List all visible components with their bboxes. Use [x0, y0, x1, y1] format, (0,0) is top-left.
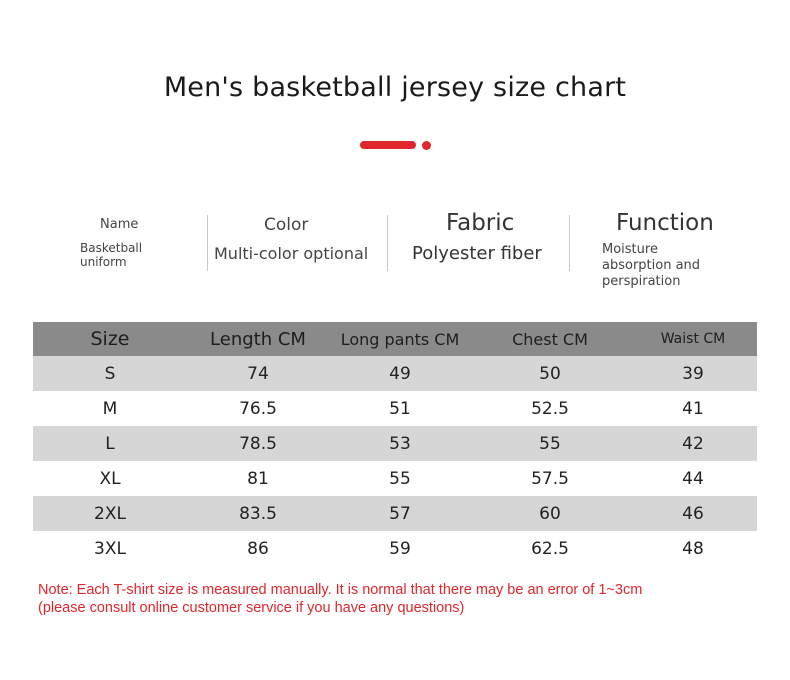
chest-cell: 57.5: [531, 468, 569, 489]
size-cell: L: [33, 426, 187, 461]
note-line-2: (please consult online customer service if you have any questions): [38, 600, 465, 616]
name-value: Basketball uniform: [80, 241, 143, 269]
length-cell: 86: [247, 538, 269, 559]
column-header-size: Size: [33, 322, 187, 356]
waist-cell: 44: [682, 468, 704, 489]
size-cell: M: [102, 398, 118, 419]
size-cell: 2XL: [33, 496, 187, 531]
page-title: Men's basketball jersey size chart: [163, 72, 627, 103]
product-info-row: [0, 205, 790, 305]
title-accent-bar: [360, 141, 416, 149]
measurement-note: [38, 581, 778, 617]
size-cell: 3XL: [94, 538, 126, 559]
table-row: [33, 391, 757, 426]
info-divider: [387, 215, 388, 271]
chest-cell: 55: [471, 426, 629, 461]
column-header-waist: Waist CM: [629, 322, 757, 356]
note-line-1: Note: Each T-shirt size is measured manually. It is normal that there may be an error of 1~3cm: [38, 582, 643, 598]
fabric-value: Polyester fiber: [412, 243, 542, 264]
length-cell: 74: [187, 356, 329, 391]
chest-cell: 62.5: [531, 538, 569, 559]
table-row: [33, 496, 757, 531]
title-accent-dot: [422, 141, 431, 150]
waist-cell: 46: [629, 496, 757, 531]
chest-cell: 52.5: [531, 398, 569, 419]
info-color: [214, 205, 384, 263]
column-header-length: Length CM: [187, 322, 329, 356]
size-chart-table: [33, 322, 757, 566]
table-row: [33, 426, 757, 461]
long-pants-cell: 51: [389, 398, 411, 419]
info-function: [602, 205, 762, 290]
info-name: [80, 205, 190, 269]
info-divider: [207, 215, 208, 271]
size-cell: S: [33, 356, 187, 391]
long-pants-cell: 57: [329, 496, 471, 531]
table-row: [33, 531, 757, 566]
waist-cell: 41: [682, 398, 704, 419]
length-cell: 76.5: [239, 398, 277, 419]
fabric-label: Fabric: [446, 210, 515, 236]
chest-cell: 50: [471, 356, 629, 391]
table-row: [33, 461, 757, 496]
function-value: Moisture absorption and perspiration: [602, 242, 701, 289]
long-pants-cell: 49: [329, 356, 471, 391]
waist-cell: 39: [629, 356, 757, 391]
long-pants-cell: 59: [389, 538, 411, 559]
column-header-long-pants: Long pants CM: [329, 322, 471, 356]
name-label: Name: [100, 217, 139, 232]
length-cell: 78.5: [187, 426, 329, 461]
function-label: Function: [616, 210, 714, 236]
long-pants-cell: 53: [329, 426, 471, 461]
table-row: [33, 356, 757, 391]
length-cell: 83.5: [187, 496, 329, 531]
column-header-chest: Chest CM: [471, 322, 629, 356]
color-value: Multi-color optional: [214, 244, 369, 263]
long-pants-cell: 55: [389, 468, 411, 489]
info-fabric: [412, 205, 562, 264]
info-divider: [569, 215, 570, 271]
color-label: Color: [264, 215, 309, 235]
chest-cell: 60: [471, 496, 629, 531]
waist-cell: 42: [629, 426, 757, 461]
waist-cell: 48: [682, 538, 704, 559]
table-header-row: [33, 322, 757, 356]
size-cell: XL: [99, 468, 121, 489]
length-cell: 81: [247, 468, 269, 489]
